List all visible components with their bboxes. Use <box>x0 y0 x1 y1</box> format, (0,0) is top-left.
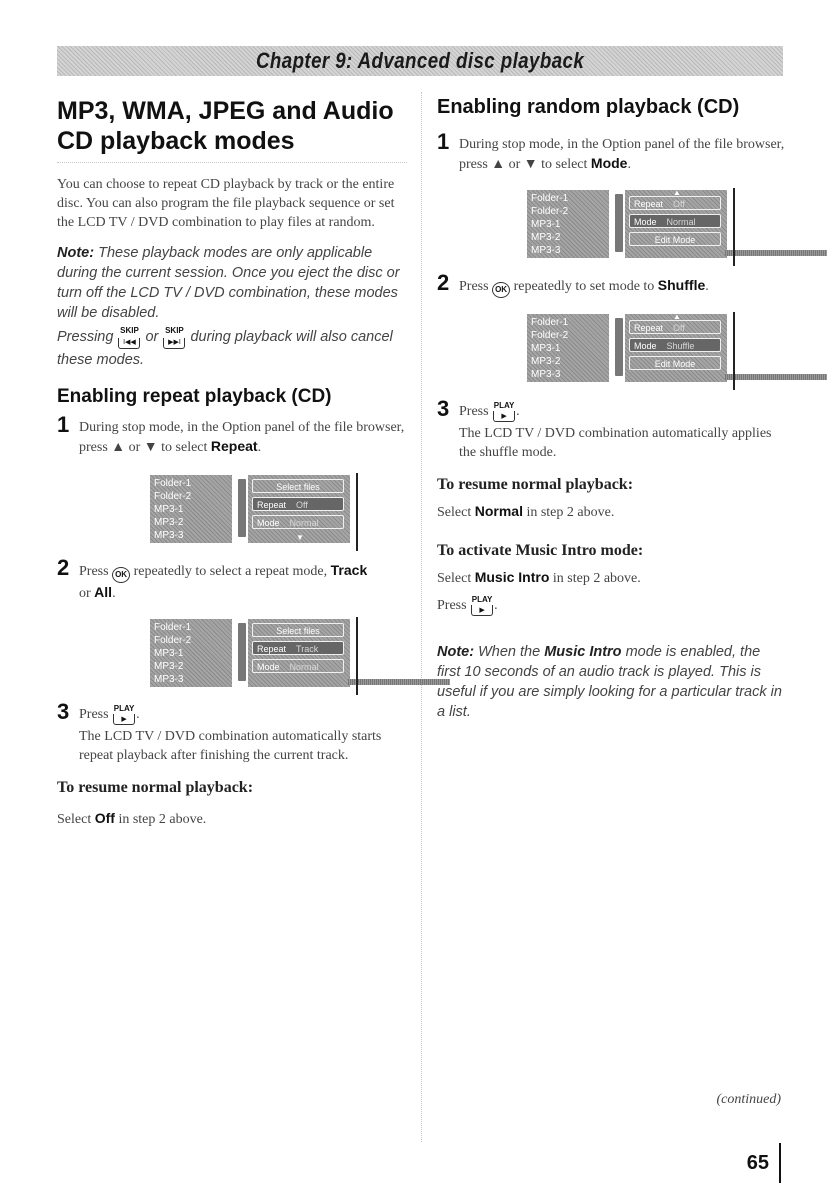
resume-text <box>437 502 785 522</box>
option-mode <box>629 214 721 228</box>
note-block-right <box>437 642 785 722</box>
right-column <box>437 92 785 722</box>
option-value: Normal <box>289 518 319 528</box>
step-text: repeatedly to set mode to <box>513 279 655 294</box>
continued-label: (continued) <box>716 1092 781 1107</box>
play-label: PLAY <box>113 704 135 713</box>
skip-forward-glyph: ▶▶I <box>163 338 185 349</box>
option-panel <box>625 190 727 258</box>
keyword-repeat: Repeat <box>210 438 258 454</box>
step-text: During stop mode, in the Option panel of the file browser, press ▲ or ▼ to select <box>79 420 405 455</box>
note-text2-c: during playback will also cancel these modes. <box>57 329 393 368</box>
file-item: MP3-3 <box>531 245 561 256</box>
file-item: MP3-2 <box>154 517 184 528</box>
file-item: Folder-1 <box>154 622 192 633</box>
screen-figure-repeat-off <box>148 473 358 551</box>
step-text: Press <box>459 279 489 294</box>
column-divider <box>421 92 422 1142</box>
random-heading: Enabling random playback (CD) <box>437 96 740 118</box>
figure-edge <box>733 188 735 266</box>
step-number: 1 <box>437 129 450 154</box>
resume-text-b: in step 2 above. <box>526 505 615 520</box>
note-text: These playback modes are only applicable during the current session. Once you eject the disc or turn off the LCD TV / DVD combination, these modes will be disabled. <box>57 245 400 321</box>
file-item: Folder-2 <box>531 206 569 217</box>
scrollbar <box>236 621 248 683</box>
play-glyph: ▶ <box>471 605 493 616</box>
play-button-icon <box>471 595 493 618</box>
file-item: Folder-1 <box>531 317 569 328</box>
note-label: Note: <box>437 644 475 660</box>
file-list <box>150 475 232 543</box>
intro-text-b: in step 2 above. <box>552 571 641 586</box>
main-heading: MP3, WMA, JPEG and Audio CD playback modes <box>57 96 407 163</box>
play-label: PLAY <box>471 595 493 604</box>
option-repeat <box>629 320 721 334</box>
option-select-files: Select files <box>252 623 344 637</box>
note-text-b: mode is enabled, the first 10 seconds of an audio track is played. This is useful if you are simply looking for a particular track in a list. <box>437 644 782 720</box>
option-value: Off <box>673 323 685 333</box>
music-intro-press: Press PLAY ▶ . <box>437 596 785 618</box>
arrow-down-icon: ▼ <box>296 533 304 542</box>
skip-back-button-icon <box>118 326 140 350</box>
file-item: Folder-2 <box>154 635 192 646</box>
chapter-title: Chapter 9: Advanced disc playback <box>255 48 585 73</box>
option-label: Repeat <box>257 644 287 654</box>
random-step-1: 1 During stop mode, in the Option panel of the file browser, press ▲ or ▼ to select Mode. <box>437 129 785 172</box>
keyword-mode: Mode <box>590 155 628 171</box>
note-text-a: When the <box>478 644 541 660</box>
option-mode <box>252 659 344 673</box>
step-text: Press <box>459 404 489 419</box>
resume-text-a: Select <box>437 505 472 520</box>
step-text: During stop mode, in the Option panel of the file browser, press ▲ or ▼ to select <box>459 137 785 172</box>
figure-edge <box>356 617 358 695</box>
step-text: Press <box>79 564 109 579</box>
note-block <box>57 243 407 323</box>
option-label: Mode <box>634 341 657 351</box>
figure-edge <box>733 312 735 390</box>
option-repeat <box>252 641 344 655</box>
note-text2-a: Pressing <box>57 329 114 345</box>
scrollbar <box>236 477 248 539</box>
option-panel <box>248 475 350 543</box>
option-repeat <box>252 497 344 511</box>
page-number: 65 <box>747 1143 781 1183</box>
intro-paragraph: You can choose to repeat CD playback by track or the entire disc. You can also program the file playback sequence or set the LCD TV / DVD combination to play files at random. <box>57 177 395 230</box>
repeat-step-1: 1 During stop mode, in the Option panel of the file browser, press ▲ or ▼ to select Repeat. <box>57 412 405 455</box>
keyword-normal: Normal <box>474 503 523 519</box>
file-item: MP3-1 <box>531 219 561 230</box>
bottom-strip <box>725 250 827 256</box>
note-keyword: Music Intro <box>544 644 622 660</box>
bottom-strip <box>348 679 450 685</box>
option-panel <box>248 619 350 687</box>
step-number: 2 <box>437 270 450 295</box>
skip-back-label: SKIP <box>120 326 139 335</box>
option-label: Repeat <box>634 323 664 333</box>
file-item: Folder-1 <box>531 193 569 204</box>
step-number: 3 <box>57 699 70 724</box>
file-item: MP3-2 <box>531 232 561 243</box>
file-list <box>527 314 609 382</box>
scrollbar <box>613 192 625 254</box>
file-item: MP3-2 <box>531 356 561 367</box>
note-block-2 <box>57 327 407 370</box>
keyword-shuffle: Shuffle <box>657 277 706 293</box>
note-label: Note: <box>57 245 95 261</box>
option-label: Repeat <box>634 199 664 209</box>
random-step-3: 3 Press PLAY ▶ . The LCD TV / DVD combination automatically applies the shuffle mode. <box>437 396 772 460</box>
file-item: Folder-2 <box>154 491 192 502</box>
option-repeat <box>629 196 721 210</box>
scrollbar <box>613 316 625 378</box>
ok-button-icon: OK <box>112 567 130 583</box>
skip-back-glyph: I◀◀ <box>118 338 140 349</box>
file-list <box>527 190 609 258</box>
option-edit-mode: Edit Mode <box>629 356 721 370</box>
option-value: Off <box>673 199 685 209</box>
repeat-step-3: 3 Press PLAY ▶ . The LCD TV / DVD combination automatically starts repeat playback after finishing the current track. <box>57 699 382 763</box>
resume-text-a: Select <box>57 812 92 827</box>
screen-figure-mode-normal <box>525 188 735 266</box>
option-select-files: Select files <box>252 479 344 493</box>
random-step-2: 2 Press OK repeatedly to set mode to Shuffle. <box>437 276 785 298</box>
play-button-icon <box>113 704 135 727</box>
option-label: Mode <box>634 217 657 227</box>
note-text2-b: or <box>145 329 159 345</box>
option-mode <box>629 338 721 352</box>
figure-edge <box>356 473 358 551</box>
repeat-heading: Enabling repeat playback (CD) <box>57 386 332 407</box>
file-item: Folder-2 <box>531 330 569 341</box>
step-number: 1 <box>57 412 70 437</box>
option-label: Mode <box>257 662 280 672</box>
music-intro-text <box>437 568 785 588</box>
option-mode <box>252 515 344 529</box>
ok-button-icon: OK <box>492 282 510 298</box>
repeat-step-2: 2 Press OK repeatedly to select a repeat mode, Track or All. <box>57 555 368 601</box>
resume-text <box>57 809 407 829</box>
keyword-all: All <box>94 584 113 600</box>
option-label: Mode <box>257 518 280 528</box>
step-text: repeatedly to select a repeat mode, <box>133 564 328 579</box>
option-label: Repeat <box>257 500 287 510</box>
play-glyph: ▶ <box>113 714 135 725</box>
file-item: MP3-1 <box>154 504 184 515</box>
keyword-music-intro: Music Intro <box>474 569 550 585</box>
step-number: 3 <box>437 396 450 421</box>
file-item: Folder-1 <box>154 478 192 489</box>
bottom-strip <box>725 374 827 380</box>
arrow-up-icon: ▲ <box>673 188 681 197</box>
music-intro-heading: To activate Music Intro mode: <box>437 542 644 559</box>
option-value: Off <box>296 500 308 510</box>
option-value: Track <box>296 644 319 654</box>
option-value: Normal <box>666 217 696 227</box>
file-list <box>150 619 232 687</box>
arrow-up-icon: ▲ <box>673 312 681 321</box>
option-value: Shuffle <box>666 341 695 351</box>
option-value: Normal <box>289 662 319 672</box>
keyword-track: Track <box>330 562 368 578</box>
resume-heading: To resume normal playback: <box>437 476 634 493</box>
skip-forward-label: SKIP <box>165 326 184 335</box>
step-number: 2 <box>57 555 70 580</box>
step-text: Press <box>79 707 109 722</box>
chapter-banner <box>57 46 783 76</box>
resume-heading: To resume normal playback: <box>57 779 254 796</box>
file-item: MP3-1 <box>154 648 184 659</box>
screen-figure-mode-shuffle <box>525 312 735 390</box>
screen-figure-repeat-track <box>148 617 358 695</box>
file-item: MP3-3 <box>154 674 184 685</box>
file-item: MP3-2 <box>154 661 184 672</box>
play-label: PLAY <box>493 401 515 410</box>
play-button-icon <box>493 401 515 424</box>
step-text: The LCD TV / DVD combination automatically starts repeat playback after finishing the current track. <box>79 729 382 763</box>
keyword-off: Off <box>94 810 115 826</box>
play-glyph: ▶ <box>493 411 515 422</box>
step-text: The LCD TV / DVD combination automatically applies the shuffle mode. <box>459 426 772 460</box>
left-column <box>57 92 407 829</box>
option-panel <box>625 314 727 382</box>
intro-text-a: Select <box>437 571 472 586</box>
file-item: MP3-1 <box>531 343 561 354</box>
skip-forward-button-icon <box>163 326 185 350</box>
option-edit-mode: Edit Mode <box>629 232 721 246</box>
resume-text-b: in step 2 above. <box>118 812 207 827</box>
intro-press-text: Press <box>437 598 467 613</box>
file-item: MP3-3 <box>154 530 184 541</box>
step-text: or <box>79 586 91 601</box>
file-item: MP3-3 <box>531 369 561 380</box>
